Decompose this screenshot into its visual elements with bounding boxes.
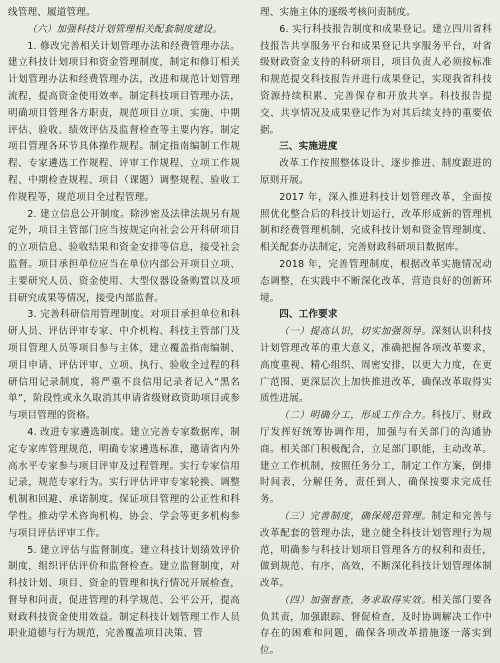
paragraph [260, 257, 492, 307]
paragraph-text: 改革工作按照整体设计、逐步推进、制度跟进的原则开展。 [260, 158, 492, 186]
paragraph [260, 22, 492, 140]
paragraph-text: 科技厅、财政厅发挥好统筹协调作用，加强与有关部门的沟通协商。相关部门积极配合，立足部门职能，主动改革。建立工作机制，按照任务分工，制定工作方案，倒排时间表，分解任务，责任到人，确保按要求完成任务。 [260, 410, 492, 506]
paragraph [260, 156, 492, 190]
paragraph-text: 6. 实行科技报告制度和成果登记。建立四川省科技报告共享服务平台和成果登记共享服务平台，对省级财政资金支持的科研项目，项目负责人必须按标准和规范提交科技报告并进行成果登记，实现我省科技资源持续积累、完善保存和开放共享。科技报告提交、共享情况及成果登记作为对其后续支持的重要依据。 [260, 23, 492, 136]
paragraph [8, 543, 240, 644]
paragraph-text: 4. 改进专家遴选制度。建立完善专家数据库，制定专家库管理规范，明确专家遴选标准，邀请省内外高水平专家参与项目评审及过程管理。实行专家信用记录，规范专家行为。实行评估评审专家轮换、调整机制和回避、承诺制度。保证项目管理的公正性和科学性。推动学术咨询机构、协会、学会等更多机构参与项目评估评审工作。 [8, 426, 240, 539]
paragraph [260, 5, 492, 22]
paragraph-text: 2018 年，完善管理制度，根据改革实施情况动态调整，在实践中不断深化改革，营造良好的创新环境。 [260, 258, 492, 304]
paragraph [8, 5, 240, 22]
paragraph-text: 制定和完善与改革配套的管理办法，建立健全科技计划管理行为规范，明确参与科技计划项目管理各方的权利和责任，做到规范、有序、高效，不断深化科技计划管理体制改革。 [260, 510, 492, 590]
paragraph-text: （六）加强科技计划管理相关配套制度建设。 [27, 23, 223, 35]
paragraph [8, 307, 240, 425]
paragraph-text: 1. 修改完善相关计划管理办法和经费管理办法。建立科技计划项目和资金管理制度，制定和修订相关计划管理办法和经费管理办法，改进和规范计划管理流程，提高资金使用效率。制定科技项目管理办法，明确项目管理各方职责，规范项目立项、实施、中期评估、验收、绩效评估及监督检查等主要内容。制定项目管理各环节具体操作规程。制定指南编制工作规程、专家遴选工作规程、评审工作规程、立项工作规程、中期检查规程、项目（课题）调整规程、验收工作规程等，规范项目全过程管理。 [8, 40, 240, 203]
paragraph [8, 207, 240, 308]
paragraph-lead: （一）提高认识，切实加强领导。 [279, 326, 432, 338]
paragraph-text: 线管理、履道管理。 [8, 7, 96, 18]
section-heading [260, 307, 492, 324]
paragraph [8, 22, 240, 39]
left-column [8, 5, 240, 643]
paragraph-text: 3. 完善科研信用管理制度。对项目承担单位和科研人员、评估评审专家、中介机构、科技主管部门及项目管理人员等项目参与主体，建立覆盖指南编制、项目申请、评估评审、立项、执行、验收全过程的科研信用记录制度，将严重不良信用记录者记入“黑名单”，阶段性或永久取消其申请省级财政资助项目或参与项目管理的资格。 [8, 309, 240, 422]
paragraph-lead: （四）加强督查，务求取得实效。 [279, 594, 432, 606]
paragraph-text: 深刻认识科技计划管理改革的重大意义，准确把握各项改革要求，高度重视、精心组织、周密安排，以更大力度，在更广范围、更深层次上加快推进改革，确保改革取得实质性进展。 [260, 326, 492, 405]
paragraph-text: 理、实施主体的逐级考核问责制度。 [260, 7, 416, 18]
paragraph-text: 2017 年，深入推进科技计划管理改革，全面按照优化整合后的科技计划运行，改革形成新的管理机制和经费管理机制，完成科技计划和资金管理制度、相关配套办法制定，完善财政科研项目数据库。 [260, 191, 492, 254]
section-heading [260, 139, 492, 156]
paragraph-lead: （二）明确分工，形成工作合力。 [279, 410, 432, 422]
right-column [260, 5, 492, 660]
paragraph [260, 408, 492, 509]
paragraph [260, 593, 492, 660]
paragraph [260, 190, 492, 257]
paragraph [260, 324, 492, 408]
paragraph-text: 5. 建立评估与监督制度。建立科技计划绩效评价制度，组织评估评价和监督检查。建立监督制度，对科技计划、项目、资金的管理和执行情况开展检查，督导和问责，促进管理的科学规范、公平公开，提高财政科技资金使用效益。制定科技计划管理工作人员职业道德与行为规范，完善覆盖项目决策、管 [8, 544, 240, 640]
paragraph-text: 三、实施进度 [279, 141, 338, 153]
paragraph [8, 39, 240, 207]
paragraph-lead: （三）完善制度，确保规范管理。 [279, 510, 432, 522]
paragraph [260, 509, 492, 593]
paragraph-text: 相关部门要各负其责，加强跟踪、督促检查，及时协调解决工作中存在的困难和问题，确保各项改革措施逐一落实到位。 [260, 594, 492, 657]
paragraph [8, 425, 240, 543]
paragraph-text: 2. 建立信息公开制度。除涉密及法律法规另有规定外，项目主管部门应当按规定向社会公开科研项目的立项信息、验收结果和资金安排等信息，接受社会监督。项目承担单位应当在单位内部公开项目立项、主要研究人员、资金使用、大型仪器设备购置以及项目研究成果等情况，接受内部监督。 [8, 208, 240, 304]
paragraph-text: 四、工作要求 [279, 309, 338, 321]
